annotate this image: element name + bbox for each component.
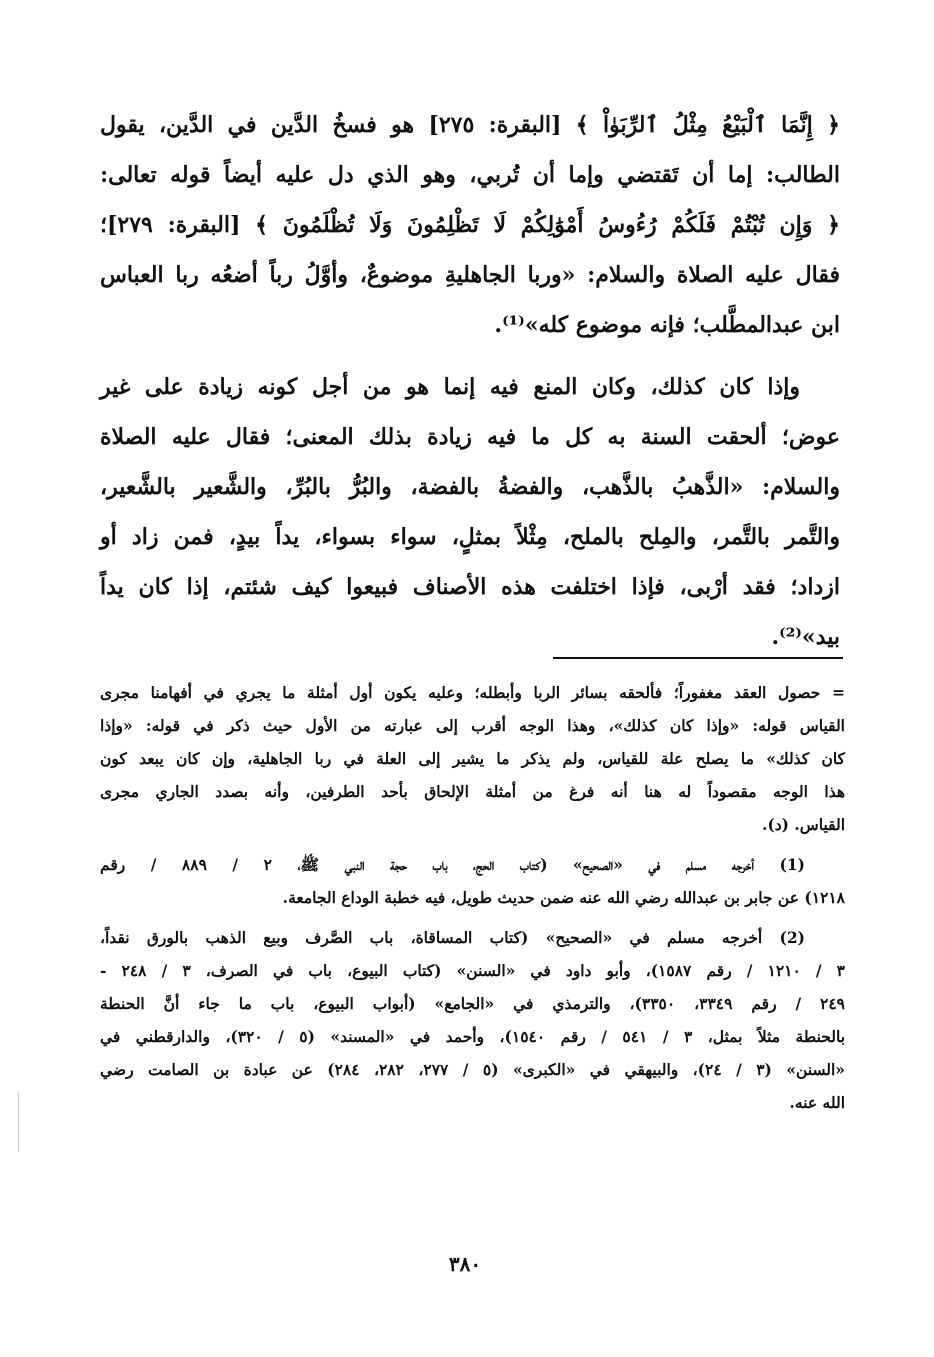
footnote-line: ٢٤٩ / رقم ٣٣٤٩، ٣٣٥٠)، والترمذي في «الجامع» (أبواب البيوع، باب ما جاء أنَّ الحنطة <box>100 994 846 1013</box>
text-line: بيد»⁽²⁾. <box>771 624 840 650</box>
footnote-line: (2) أخرجه مسلم في «الصحيح» (كتاب المساقاة، باب الصَّرف وبيع الذهب بالورق نقداً، <box>100 928 805 947</box>
footnote-line: = حصول العقد مغفوراً؛ فألحقه بسائر الربا وأبطله؛ وعليه يكون أول أمثلة ما يجري في أفهامنا مجرى <box>100 683 845 702</box>
text-line: ابن عبدالمطَّلب؛ فإنه موضوع كله»⁽¹⁾. <box>494 312 840 338</box>
text-line: والسلام: «الذَّهبُ بالذَّهب، والفضةُ بالفضة، والبُرُّ بالبُرِّ، والشَّعير بالشَّعير، <box>100 474 840 500</box>
footnote-line: ١٢١٨) عن جابر بن عبدالله رضي الله عنه ضمن حديث طويل، فيه خطبة الوداع الجامعة. <box>282 888 845 907</box>
footnote-line: (1) أخرجه مسلم في «الصحيح» (كتاب الحج، باب حجة النبي ﷺ، ٢ / ٨٨٩ / رقم <box>100 855 805 874</box>
text-line: الطالب: إما أن تَقتضي وإما أن تُربي، وهو الذي دل عليه أيضاً قوله تعالى: <box>100 162 840 188</box>
footnote-line: هذا الوجه مقصوداً له هنا أنه فرغ من أمثلة الإلحاق بأحد الطرفين، وأنه بصدد الجاري مجرى <box>100 782 845 801</box>
text-line: والتَّمر بالتَّمر، والمِلح بالملح، مِثْلاً بمثلٍ، سواء بسواء، يداً بيدٍ، فمن زاد أو <box>100 524 840 550</box>
footnotes <box>100 676 845 1119</box>
footnote-line: ٣ / ١٢١٠ / رقم ١٥٨٧)، وأبو داود في «السنن» (كتاب البيوع، باب في الصرف، ٣ / ٢٤٨ - <box>100 961 845 980</box>
text-line: عوض؛ ألحقت السنة به كل ما فيه زيادة بذلك المعنى؛ فقال عليه الصلاة <box>100 424 840 450</box>
footnote-line: القياس. (د). <box>762 815 845 834</box>
footnote-2 <box>100 921 845 1119</box>
footnote-separator <box>553 657 843 659</box>
text-line: فقال عليه الصلاة والسلام: «وربا الجاهليةِ موضوعٌ، وأوَّلُ رباً أضعُه ربا العباس <box>100 262 840 288</box>
text-line: وإذا كان كذلك، وكان المنع فيه إنما هو من أجل كونه زيادة على غير <box>100 374 800 400</box>
page-number: ٣٨٠ <box>448 1252 482 1276</box>
footnote-line: كان كذلك» ما يصلح علة للقياس، ولم يذكر ما يشير إلى العلة في ربا الجاهلية، وإن كان يبعد كون <box>100 749 845 768</box>
paragraph <box>100 100 840 350</box>
paragraph <box>100 362 840 662</box>
footnote-line: القياس قوله: «وإذا كان كذلك»، وهذا الوجه أقرب إلى عبارته من الأول حيث ذكر في قوله: «وإذا <box>100 716 845 735</box>
main-text <box>100 100 840 662</box>
footnote-1 <box>100 848 845 914</box>
text-line: ﴿ إِنَّمَا ٱلْبَيْعُ مِثْلُ ٱلرِّبَوٰاْ ﴾ [البقرة: ٢٧٥] هو فسخُ الدَّين في الدَّين، يقول <box>100 112 840 138</box>
text-line: ﴿ وَإِن تُبْتُمْ فَلَكُمْ رُءُوسُ أَمْوَٰلِكُمْ لَا تَظْلِمُونَ وَلَا تُظْلَمُونَ ﴾ [البقرة: ٢٧٩]؛ <box>100 212 840 238</box>
footnote-continued <box>100 676 845 841</box>
footnote-line: «السنن» (٣ / ٢٤)، والبيهقي في «الكبرى» (٥ / ٢٧٧، ٢٨٢، ٢٨٤) عن عبادة بن الصامت رضي <box>100 1060 845 1079</box>
text-line: ازداد؛ فقد أرْبى، فإذا اختلفت هذه الأصناف فبيعوا كيف شئتم، إذا كان يداً <box>100 574 840 600</box>
footnote-line: بالحنطة مثلاً بمثل، ٣ / ٥٤١ / رقم ١٥٤٠)، وأحمد في «المسند» (٥ / ٣٢٠)، والدارقطني في <box>100 1027 846 1046</box>
footnote-line: الله عنه. <box>789 1093 845 1112</box>
scan-edge-mark <box>18 1092 19 1152</box>
